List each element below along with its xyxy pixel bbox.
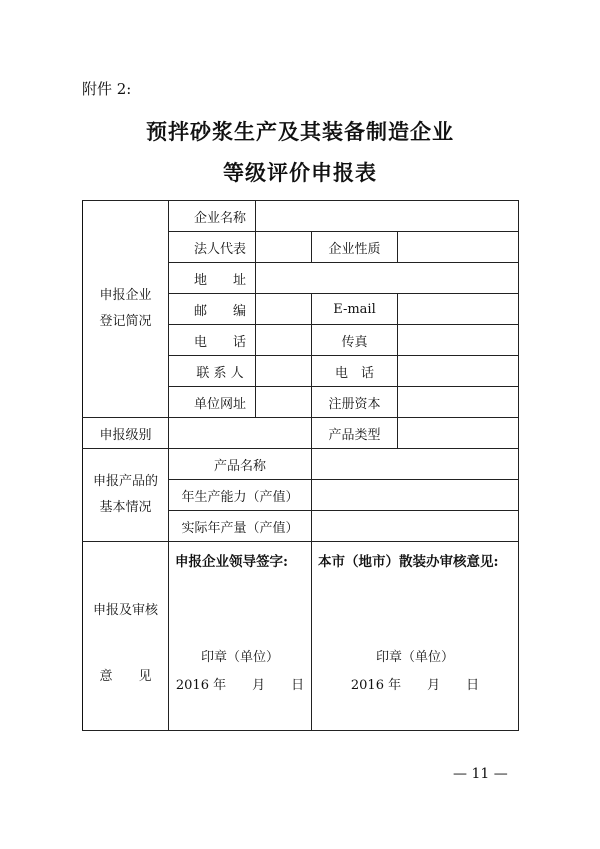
field-address[interactable] — [256, 263, 519, 294]
field-legal-rep[interactable] — [256, 232, 312, 263]
application-form-table — [82, 200, 519, 731]
field-website[interactable] — [256, 387, 312, 418]
category-registration — [83, 201, 169, 418]
page-number: — 11 — — [453, 766, 508, 782]
label-fax: 传真 — [312, 325, 398, 356]
label-leader-sign: 申报企业领导签字: — [175, 554, 288, 570]
stamp-right: 印章（单位） — [376, 650, 455, 665]
field-contact[interactable] — [256, 356, 312, 387]
label-legal-rep: 法人代表 — [169, 232, 256, 263]
row-level — [83, 418, 519, 449]
attachment-label: 附件 2: — [82, 80, 132, 98]
label-postal-code: 邮 编 — [169, 294, 256, 325]
label-phone: 电 话 — [169, 325, 256, 356]
field-company-type[interactable] — [398, 232, 519, 263]
row-company-name — [83, 201, 519, 232]
label-product-type: 产品类型 — [312, 418, 398, 449]
label-office-opinion: 本市（地市）散装办审核意见: — [318, 554, 499, 570]
label-company-name: 企业名称 — [169, 201, 256, 232]
field-actual-output[interactable] — [312, 511, 519, 542]
category-review — [83, 542, 169, 731]
label-website: 单位网址 — [169, 387, 256, 418]
field-product-name[interactable] — [312, 449, 519, 480]
field-annual-capacity[interactable] — [312, 480, 519, 511]
date-right: 2016 年 月 日 — [350, 678, 480, 693]
cell-leader-sign[interactable] — [169, 542, 312, 731]
label-company-type: 企业性质 — [312, 232, 398, 263]
label-registered-capital: 注册资本 — [312, 387, 398, 418]
label-level: 申报级别 — [83, 418, 169, 449]
category-products-line1: 申报产品的 — [92, 474, 158, 489]
field-phone[interactable] — [256, 325, 312, 356]
form-title-line1: 预拌砂浆生产及其装备制造企业 — [146, 119, 454, 144]
cell-office-opinion[interactable] — [312, 542, 519, 731]
field-product-type[interactable] — [398, 418, 519, 449]
field-level[interactable] — [169, 418, 312, 449]
field-fax[interactable] — [398, 325, 519, 356]
category-registration-line1: 申报企业 — [99, 288, 152, 303]
row-review — [83, 542, 519, 731]
category-products — [83, 449, 169, 542]
label-actual-output: 实际年产量（产值） — [169, 511, 312, 542]
row-product-name — [83, 449, 519, 480]
category-review-line2: 意 见 — [99, 669, 152, 684]
field-registered-capital[interactable] — [398, 387, 519, 418]
label-contact: 联 系 人 — [169, 356, 256, 387]
label-product-name: 产品名称 — [169, 449, 312, 480]
date-left: 2016 年 月 日 — [175, 678, 305, 693]
category-products-line2: 基本情况 — [99, 500, 152, 515]
field-postal-code[interactable] — [256, 294, 312, 325]
category-registration-line2: 登记简况 — [99, 314, 152, 329]
field-contact-phone[interactable] — [398, 356, 519, 387]
label-contact-phone: 电 话 — [312, 356, 398, 387]
field-email[interactable] — [398, 294, 519, 325]
label-email: E-mail — [312, 294, 398, 325]
label-address: 地 址 — [169, 263, 256, 294]
stamp-left: 印章（单位） — [200, 650, 279, 665]
category-review-line1: 申报及审核 — [92, 603, 158, 618]
label-annual-capacity: 年生产能力（产值） — [169, 480, 312, 511]
form-title-line2: 等级评价申报表 — [223, 160, 377, 185]
field-company-name[interactable] — [256, 201, 519, 232]
